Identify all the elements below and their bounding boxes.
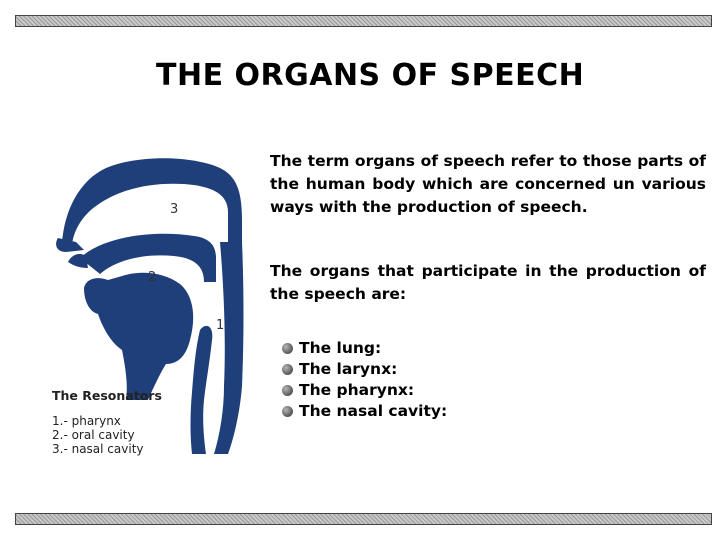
bottom-decorative-bar bbox=[15, 513, 712, 525]
legend-item-oral-cavity: 2.- oral cavity bbox=[52, 428, 135, 442]
list-item bbox=[282, 338, 447, 359]
list-item-label: The larynx: bbox=[299, 360, 398, 378]
list-item bbox=[282, 401, 447, 422]
bullet-icon bbox=[282, 385, 293, 396]
list-item bbox=[282, 359, 447, 380]
upper-lip-shape bbox=[68, 254, 88, 268]
list-item-label: The nasal cavity: bbox=[299, 402, 448, 420]
list-item-label: The lung: bbox=[299, 339, 382, 357]
bullet-icon bbox=[282, 343, 293, 354]
bullet-icon bbox=[282, 406, 293, 417]
intro-paragraph: The term organs of speech refer to those parts of the human body which are concerned un various ways with the production of speech. bbox=[270, 152, 706, 216]
legend-item-pharynx: 1.- pharynx bbox=[52, 414, 121, 428]
list-item bbox=[282, 380, 447, 401]
label-nasal-cavity-number: 3 bbox=[170, 202, 179, 217]
resonators-legend bbox=[52, 414, 144, 456]
legend-item-nasal-cavity: 3.- nasal cavity bbox=[52, 442, 144, 456]
resonators-legend-title: The Resonators bbox=[52, 388, 162, 403]
organs-list bbox=[282, 338, 447, 422]
tongue-shape bbox=[84, 273, 193, 365]
larynx-shape bbox=[191, 326, 213, 454]
label-oral-cavity-number: 2 bbox=[148, 270, 157, 285]
slide-title: THE ORGANS OF SPEECH bbox=[156, 58, 585, 93]
list-item-label: The pharynx: bbox=[299, 381, 415, 399]
organs-paragraph: The organs that participate in the production of the speech are: bbox=[270, 262, 706, 303]
label-pharynx-number: 1 bbox=[216, 318, 225, 333]
pharynx-shape bbox=[214, 242, 244, 454]
bullet-icon bbox=[282, 364, 293, 375]
top-decorative-bar bbox=[15, 15, 712, 27]
